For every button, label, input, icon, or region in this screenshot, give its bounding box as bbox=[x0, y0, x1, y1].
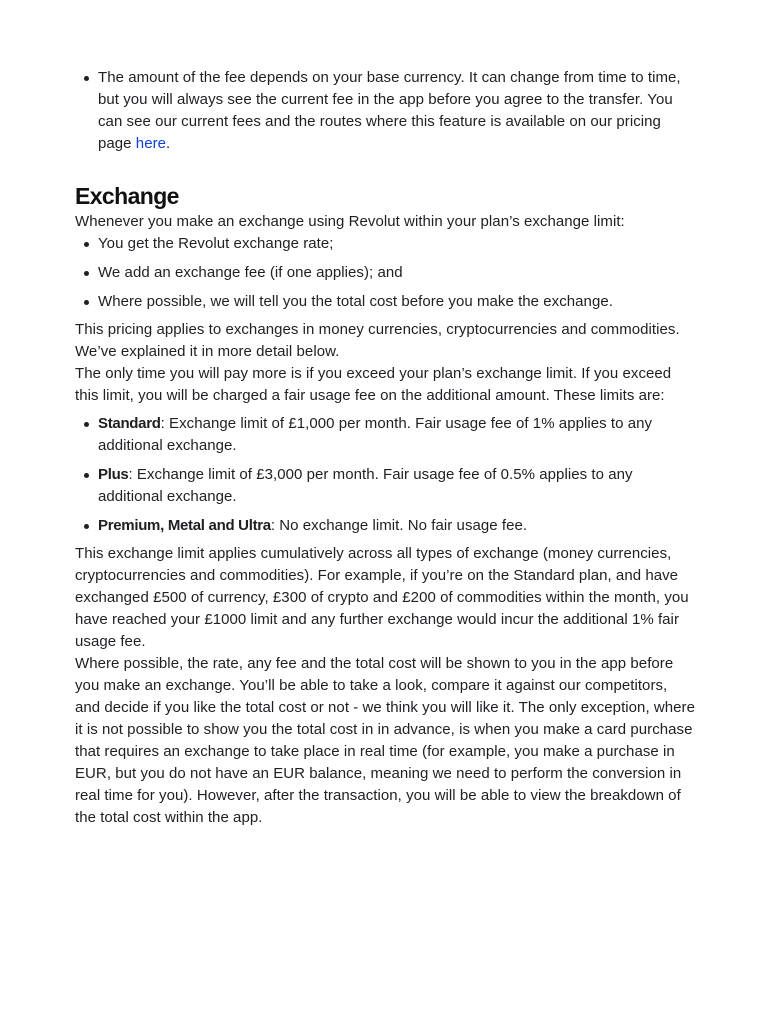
plan-description: : Exchange limit of £3,000 per month. Fair usage fee of 0.5% applies to any additional exchange. bbox=[98, 466, 633, 505]
plan-description: : Exchange limit of £1,000 per month. Fair usage fee of 1% applies to any additional exchange. bbox=[98, 415, 653, 454]
fee-bullet-suffix: . bbox=[166, 135, 171, 152]
plan-limits-list bbox=[75, 413, 695, 537]
list-item: Where possible, we will tell you the total cost before you make the exchange. bbox=[75, 291, 695, 313]
fee-bullet-list bbox=[75, 67, 695, 155]
pricing-applies-paragraph: This pricing applies to exchanges in money currencies, cryptocurrencies and commodities. bbox=[75, 321, 680, 338]
exchange-bullet-list bbox=[75, 233, 695, 313]
document-page bbox=[75, 67, 695, 829]
exchange-intro: Whenever you make an exchange using Revolut within your plan’s exchange limit: bbox=[75, 213, 625, 230]
pricing-page-link[interactable]: here bbox=[135, 135, 167, 152]
explained-paragraph: We’ve explained it in more detail below. bbox=[75, 343, 340, 360]
exchange-heading: Exchange bbox=[75, 183, 179, 209]
plan-name: Premium, Metal and Ultra bbox=[98, 517, 271, 534]
limit-paragraph: The only time you will pay more is if you exceed your plan’s exchange limit. If you exceed this limit, you will be charged a fair usage fee on the additional amount. These limits are: bbox=[75, 365, 672, 404]
fee-bullet-text: The amount of the fee depends on your base currency. It can change from time to time, but you will always see the current fee in the app before you agree to the transfer. You can see our current fees and the routes where this feature is available on our pricing page bbox=[98, 69, 681, 152]
plan-limit-item bbox=[75, 515, 695, 537]
cumulative-limit-paragraph: This exchange limit applies cumulatively across all types of exchange (money currencies, cryptocurrencies and commodities). For example, if you’re on the Standard plan, and have exchanged £500 of currency, £300 of crypto and £200 of commodities within the month, you have reached your £1000 limit and any further exchange would incur the additional 1% fair usage fee. bbox=[75, 545, 689, 650]
plan-name: Plus bbox=[98, 466, 129, 483]
plan-limit-item bbox=[75, 413, 695, 457]
list-item: You get the Revolut exchange rate; bbox=[75, 233, 695, 255]
plan-limit-item bbox=[75, 464, 695, 508]
fee-bullet-item bbox=[75, 67, 695, 155]
rate-display-paragraph: Where possible, the rate, any fee and the total cost will be shown to you in the app before you make an exchange. You’ll be able to take a look, compare it against our competitors, and decide if you like the total cost or not - we think you will like it. The only exception, where it is not possible to show you the total cost in in advance, is when you make a card purchase that requires an exchange to take place in real time (for example, you make a purchase in EUR, but you do not have an EUR balance, meaning we need to perform the conversion in real time for you). However, after the transaction, you will be able to view the breakdown of the total cost within the app. bbox=[75, 655, 695, 826]
plan-name: Standard bbox=[98, 415, 161, 432]
list-item: We add an exchange fee (if one applies); and bbox=[75, 262, 695, 284]
plan-description: : No exchange limit. No fair usage fee. bbox=[270, 517, 528, 534]
